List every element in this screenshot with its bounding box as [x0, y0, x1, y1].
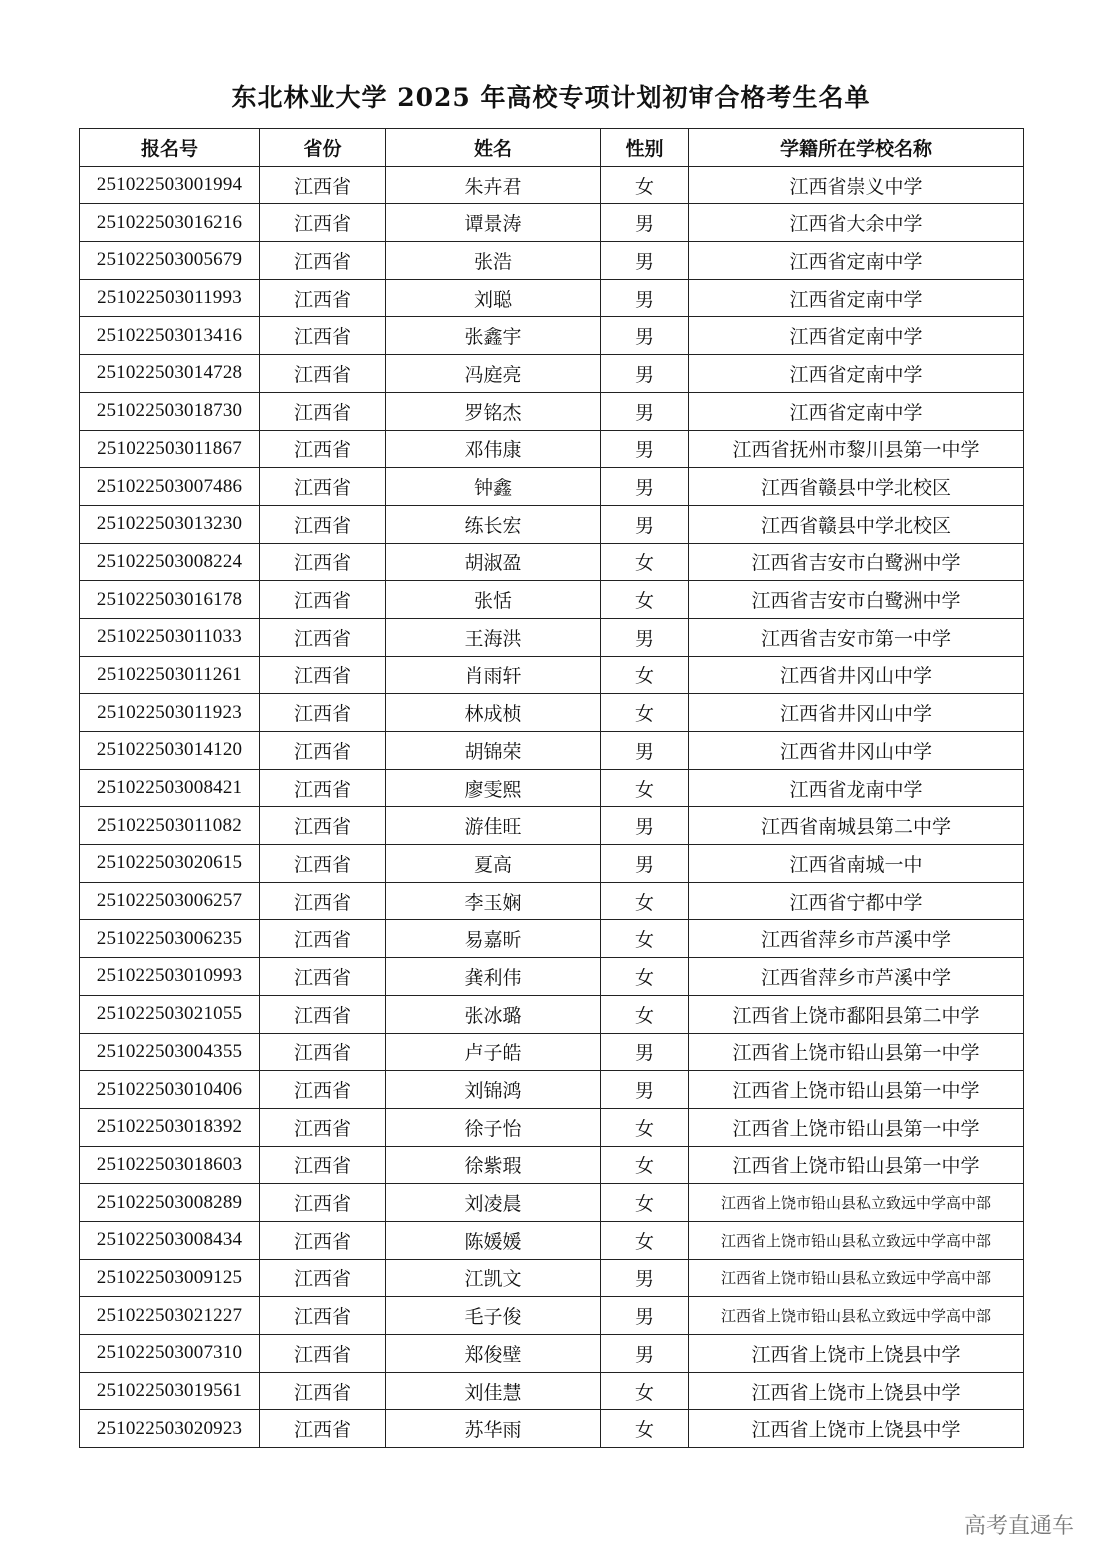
cell-name: 游佳旺: [386, 807, 601, 845]
cell-province: 江西省: [260, 204, 386, 242]
cell-sex: 男: [601, 732, 689, 770]
cell-name: 胡淑盈: [386, 543, 601, 581]
table-row: [80, 1184, 1024, 1222]
cell-school: 江西省定南中学: [689, 392, 1024, 430]
cell-name: 张鑫宇: [386, 317, 601, 355]
table-row: [80, 656, 1024, 694]
table-row: [80, 279, 1024, 317]
cell-id: 251022503021227: [80, 1297, 260, 1335]
cell-school: 江西省井冈山中学: [689, 732, 1024, 770]
cell-school: 江西省宁都中学: [689, 882, 1024, 920]
cell-sex: 女: [601, 1410, 689, 1448]
table-row: [80, 1297, 1024, 1335]
cell-name: 张浩: [386, 242, 601, 280]
cell-school: 江西省吉安市白鹭洲中学: [689, 543, 1024, 581]
cell-school: 江西省定南中学: [689, 279, 1024, 317]
cell-school: 江西省萍乡市芦溪中学: [689, 920, 1024, 958]
cell-name: 卢子皓: [386, 1033, 601, 1071]
table-row: [80, 1335, 1024, 1373]
cell-name: 邓伟康: [386, 430, 601, 468]
table-row: [80, 882, 1024, 920]
cell-id: 251022503020615: [80, 845, 260, 883]
cell-school: 江西省上饶市铅山县第一中学: [689, 1071, 1024, 1109]
cell-sex: 男: [601, 1033, 689, 1071]
cell-id: 251022503019561: [80, 1372, 260, 1410]
table-row: [80, 1033, 1024, 1071]
cell-sex: 男: [601, 279, 689, 317]
table-body: [80, 166, 1024, 1447]
cell-name: 冯庭亮: [386, 355, 601, 393]
cell-province: 江西省: [260, 1335, 386, 1373]
table-row: [80, 1221, 1024, 1259]
cell-sex: 女: [601, 920, 689, 958]
cell-name: 张恬: [386, 581, 601, 619]
cell-province: 江西省: [260, 995, 386, 1033]
header-id: 报名号: [80, 129, 260, 167]
cell-id: 251022503008289: [80, 1184, 260, 1222]
table-row: [80, 505, 1024, 543]
table-row: [80, 1071, 1024, 1109]
table-row: [80, 807, 1024, 845]
cell-school: 江西省萍乡市芦溪中学: [689, 958, 1024, 996]
cell-school: 江西省上饶市上饶县中学: [689, 1335, 1024, 1373]
table-row: [80, 392, 1024, 430]
cell-id: 251022503004355: [80, 1033, 260, 1071]
cell-school: 江西省上饶市鄱阳县第二中学: [689, 995, 1024, 1033]
cell-school: 江西省上饶市上饶县中学: [689, 1410, 1024, 1448]
cell-sex: 男: [601, 807, 689, 845]
cell-id: 251022503007310: [80, 1335, 260, 1373]
cell-province: 江西省: [260, 656, 386, 694]
table-row: [80, 242, 1024, 280]
table-row: [80, 732, 1024, 770]
cell-id: 251022503016178: [80, 581, 260, 619]
table-row: [80, 317, 1024, 355]
cell-province: 江西省: [260, 1297, 386, 1335]
cell-province: 江西省: [260, 807, 386, 845]
cell-province: 江西省: [260, 317, 386, 355]
cell-sex: 女: [601, 1184, 689, 1222]
cell-name: 王海洪: [386, 618, 601, 656]
cell-name: 练长宏: [386, 505, 601, 543]
cell-school: 江西省井冈山中学: [689, 656, 1024, 694]
page-title: 东北林业大学 2025 年高校专项计划初审合格考生名单: [231, 83, 871, 112]
cell-name: 毛子俊: [386, 1297, 601, 1335]
table-row: [80, 1410, 1024, 1448]
cell-province: 江西省: [260, 1259, 386, 1297]
cell-sex: 男: [601, 618, 689, 656]
cell-name: 刘佳慧: [386, 1372, 601, 1410]
cell-sex: 男: [601, 468, 689, 506]
cell-school: 江西省赣县中学北校区: [689, 468, 1024, 506]
cell-name: 张冰璐: [386, 995, 601, 1033]
table-row: [80, 204, 1024, 242]
cell-id: 251022503011923: [80, 694, 260, 732]
cell-province: 江西省: [260, 1071, 386, 1109]
cell-school: 江西省上饶市铅山县私立致远中学高中部: [689, 1221, 1024, 1259]
cell-id: 251022503010406: [80, 1071, 260, 1109]
cell-id: 251022503016216: [80, 204, 260, 242]
cell-name: 廖雯熙: [386, 769, 601, 807]
cell-name: 夏高: [386, 845, 601, 883]
cell-id: 251022503011033: [80, 618, 260, 656]
cell-name: 谭景涛: [386, 204, 601, 242]
cell-id: 251022503011993: [80, 279, 260, 317]
cell-province: 江西省: [260, 242, 386, 280]
cell-province: 江西省: [260, 732, 386, 770]
cell-school: 江西省上饶市铅山县第一中学: [689, 1146, 1024, 1184]
cell-school: 江西省上饶市上饶县中学: [689, 1372, 1024, 1410]
cell-name: 徐子怡: [386, 1108, 601, 1146]
cell-id: 251022503008421: [80, 769, 260, 807]
table-row: [80, 920, 1024, 958]
cell-sex: 男: [601, 430, 689, 468]
cell-province: 江西省: [260, 1410, 386, 1448]
watermark-text: 高考直通车: [963, 1514, 1074, 1539]
cell-name: 刘锦鸿: [386, 1071, 601, 1109]
cell-name: 陈媛媛: [386, 1221, 601, 1259]
cell-sex: 女: [601, 882, 689, 920]
cell-school: 江西省吉安市第一中学: [689, 618, 1024, 656]
cell-id: 251022503018603: [80, 1146, 260, 1184]
cell-sex: 女: [601, 581, 689, 619]
header-school: 学籍所在学校名称: [689, 129, 1024, 167]
cell-school: 江西省上饶市铅山县私立致远中学高中部: [689, 1259, 1024, 1297]
cell-school: 江西省定南中学: [689, 242, 1024, 280]
cell-sex: 女: [601, 543, 689, 581]
header-sex: 性别: [601, 129, 689, 167]
cell-sex: 女: [601, 166, 689, 204]
cell-id: 251022503020923: [80, 1410, 260, 1448]
cell-province: 江西省: [260, 1146, 386, 1184]
cell-id: 251022503013230: [80, 505, 260, 543]
cell-sex: 男: [601, 392, 689, 430]
cell-name: 徐紫瑕: [386, 1146, 601, 1184]
cell-name: 郑俊壁: [386, 1335, 601, 1373]
cell-id: 251022503005679: [80, 242, 260, 280]
cell-school: 江西省吉安市白鹭洲中学: [689, 581, 1024, 619]
table-row: [80, 355, 1024, 393]
cell-sex: 男: [601, 845, 689, 883]
cell-school: 江西省赣县中学北校区: [689, 505, 1024, 543]
header-province: 省份: [260, 129, 386, 167]
cell-id: 251022503008434: [80, 1221, 260, 1259]
cell-sex: 女: [601, 656, 689, 694]
cell-id: 251022503011082: [80, 807, 260, 845]
table-row: [80, 543, 1024, 581]
cell-sex: 女: [601, 769, 689, 807]
cell-sex: 男: [601, 317, 689, 355]
cell-sex: 女: [601, 995, 689, 1033]
cell-province: 江西省: [260, 618, 386, 656]
cell-id: 251022503011867: [80, 430, 260, 468]
cell-school: 江西省定南中学: [689, 355, 1024, 393]
cell-province: 江西省: [260, 1184, 386, 1222]
cell-sex: 男: [601, 505, 689, 543]
cell-province: 江西省: [260, 468, 386, 506]
cell-school: 江西省抚州市黎川县第一中学: [689, 430, 1024, 468]
table-row: [80, 845, 1024, 883]
cell-name: 苏华雨: [386, 1410, 601, 1448]
cell-sex: 男: [601, 1259, 689, 1297]
cell-id: 251022503009125: [80, 1259, 260, 1297]
cell-id: 251022503013416: [80, 317, 260, 355]
cell-sex: 男: [601, 204, 689, 242]
cell-province: 江西省: [260, 355, 386, 393]
cell-province: 江西省: [260, 845, 386, 883]
cell-id: 251022503014120: [80, 732, 260, 770]
cell-province: 江西省: [260, 769, 386, 807]
table-row: [80, 430, 1024, 468]
cell-province: 江西省: [260, 1108, 386, 1146]
cell-name: 刘聪: [386, 279, 601, 317]
cell-province: 江西省: [260, 430, 386, 468]
cell-sex: 男: [601, 242, 689, 280]
table-row: [80, 1372, 1024, 1410]
cell-sex: 女: [601, 694, 689, 732]
cell-id: 251022503018730: [80, 392, 260, 430]
cell-sex: 女: [601, 1108, 689, 1146]
cell-id: 251022503001994: [80, 166, 260, 204]
cell-school: 江西省上饶市铅山县私立致远中学高中部: [689, 1184, 1024, 1222]
cell-id: 251022503007486: [80, 468, 260, 506]
table-row: [80, 618, 1024, 656]
cell-sex: 女: [601, 1146, 689, 1184]
cell-school: 江西省龙南中学: [689, 769, 1024, 807]
cell-id: 251022503006257: [80, 882, 260, 920]
cell-id: 251022503014728: [80, 355, 260, 393]
cell-school: 江西省上饶市铅山县第一中学: [689, 1108, 1024, 1146]
table-row: [80, 1259, 1024, 1297]
cell-name: 龚利伟: [386, 958, 601, 996]
cell-province: 江西省: [260, 279, 386, 317]
cell-school: 江西省井冈山中学: [689, 694, 1024, 732]
cell-name: 罗铭杰: [386, 392, 601, 430]
cell-sex: 男: [601, 355, 689, 393]
cell-name: 肖雨轩: [386, 656, 601, 694]
cell-province: 江西省: [260, 1221, 386, 1259]
table-row: [80, 468, 1024, 506]
cell-name: 江凯文: [386, 1259, 601, 1297]
cell-sex: 女: [601, 1221, 689, 1259]
cell-province: 江西省: [260, 882, 386, 920]
header-name: 姓名: [386, 129, 601, 167]
cell-name: 林成桢: [386, 694, 601, 732]
table-row: [80, 581, 1024, 619]
cell-school: 江西省崇义中学: [689, 166, 1024, 204]
table-row: [80, 1108, 1024, 1146]
cell-name: 钟鑫: [386, 468, 601, 506]
cell-sex: 男: [601, 1071, 689, 1109]
cell-school: 江西省定南中学: [689, 317, 1024, 355]
cell-province: 江西省: [260, 694, 386, 732]
cell-name: 易嘉昕: [386, 920, 601, 958]
cell-province: 江西省: [260, 392, 386, 430]
cell-sex: 女: [601, 1372, 689, 1410]
cell-province: 江西省: [260, 1033, 386, 1071]
cell-province: 江西省: [260, 543, 386, 581]
table-row: [80, 1146, 1024, 1184]
cell-province: 江西省: [260, 166, 386, 204]
table-row: [80, 958, 1024, 996]
cell-province: 江西省: [260, 1372, 386, 1410]
cell-name: 李玉娴: [386, 882, 601, 920]
cell-sex: 女: [601, 958, 689, 996]
table-row: [80, 769, 1024, 807]
cell-province: 江西省: [260, 505, 386, 543]
cell-id: 251022503018392: [80, 1108, 260, 1146]
cell-id: 251022503010993: [80, 958, 260, 996]
cell-sex: 男: [601, 1297, 689, 1335]
cell-sex: 男: [601, 1335, 689, 1373]
cell-name: 朱卉君: [386, 166, 601, 204]
cell-id: 251022503011261: [80, 656, 260, 694]
table-row: [80, 995, 1024, 1033]
cell-school: 江西省南城县第二中学: [689, 807, 1024, 845]
cell-province: 江西省: [260, 920, 386, 958]
cell-school: 江西省南城一中: [689, 845, 1024, 883]
table-row: [80, 694, 1024, 732]
cell-name: 刘凌晨: [386, 1184, 601, 1222]
cell-id: 251022503006235: [80, 920, 260, 958]
cell-school: 江西省上饶市铅山县第一中学: [689, 1033, 1024, 1071]
cell-province: 江西省: [260, 581, 386, 619]
cell-id: 251022503021055: [80, 995, 260, 1033]
table-row: [80, 166, 1024, 204]
cell-name: 胡锦荣: [386, 732, 601, 770]
cell-province: 江西省: [260, 958, 386, 996]
cell-school: 江西省上饶市铅山县私立致远中学高中部: [689, 1297, 1024, 1335]
table-header-row: [80, 129, 1024, 167]
cell-school: 江西省大余中学: [689, 204, 1024, 242]
cell-id: 251022503008224: [80, 543, 260, 581]
candidate-table: [79, 128, 1024, 1448]
